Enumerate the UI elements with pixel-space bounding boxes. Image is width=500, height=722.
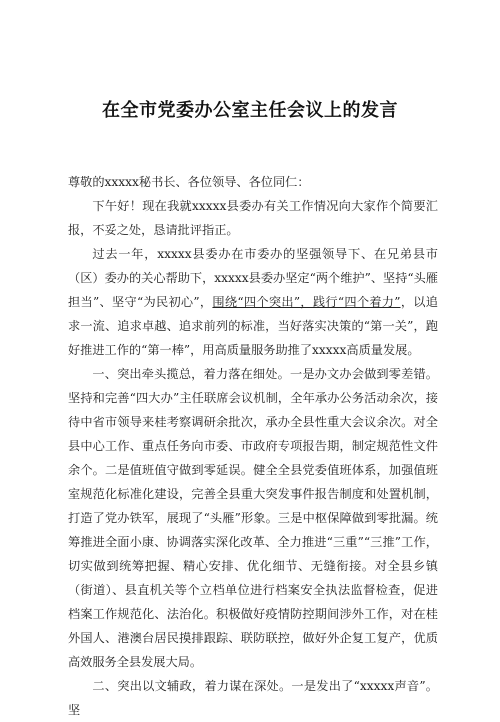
paragraph-greeting: 下午好！现在我就xxxxx县委办有关工作情况向大家作个简要汇报，不妥之处，恳请批评指正。: [68, 199, 438, 237]
underlined-phrase: 围绕“四个突出”，践行“四个着力”: [212, 295, 401, 309]
paragraph-overview: [68, 242, 438, 362]
document-body: [68, 170, 438, 722]
paragraph-section-two: 二、突出以文辅政，着力谋在深处。一是发出了“xxxxx声音”。坚: [68, 679, 438, 717]
paragraph-section-one: 一、突出牵头揽总，着力落在细处。一是办文办会做到零差错。坚持和完善“四大办”主任联席会议机制，全年承办公务活动余次，接待中省市领导来桂考察调研余批次，承办全县性重大会议余次。对全县中心工作、重点任务向市委、市政府专项报告期，制定规范性文件余个。二是值班值守做到零延误。健全全县党委值班体系，加强值班室规范化标准化建设，完善全县重大突发事件报告制度和处置机制，打造了党办铁军，展现了“头雁”形象。三是中枢保障做到零批漏。统筹推进全面小康、协调落实深化改革、全力推进“三重”“三推”工作，切实做到统筹把握、精心安排、优化细节、无缝衔接。对全县乡镇（街道）、县直机关等个立档单位进行档案安全执法监督检查，促进档案工作规范化、法治化。积极做好疫情防控期间涉外工作，对在桂外国人、港澳台居民摸排跟踪、联防联控，做好外企复工复产，优质高效服务全县发展大局。: [68, 367, 438, 669]
document-title: 在全市党委办公室主任会议上的发言: [102, 100, 398, 121]
overview-text-end: ，以追求一流、追求卓越、追求前列的标准，当好落实决策的“第一关”，跑好推进工作的“第一棒”，用高质量服务助推了xxxxx高质量发展。: [68, 295, 438, 357]
overview-text-start: 过去一年，xxxxx县委办在市委办的坚强领导下、在兄弟县市（区）委办的关心帮助下，xxxxx县委办坚定“两个维护”、坚持“头雁担当”、坚守“为民初心”，: [68, 247, 438, 309]
salutation: 尊敬的xxxxx秘书长、各位领导、各位同仁：: [68, 175, 310, 189]
